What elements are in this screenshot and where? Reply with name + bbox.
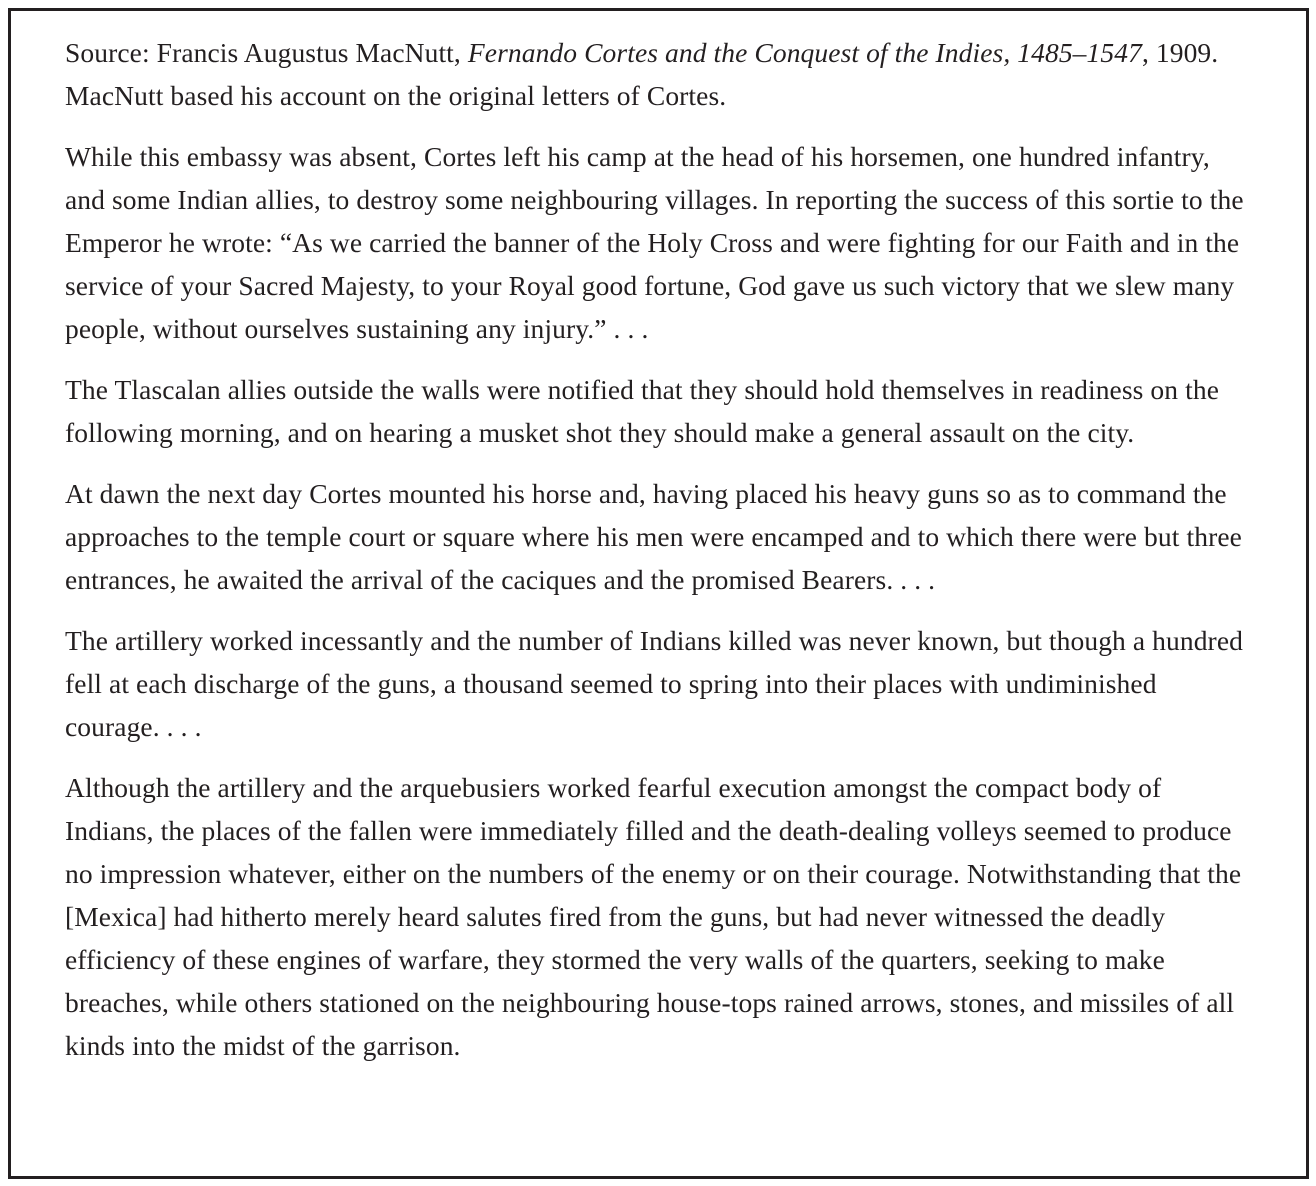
source-book-title: Fernando Cortes and the Conquest of the Indies, 1485–1547 <box>467 37 1142 68</box>
source-attribution-prefix: Source: Francis Augustus MacNutt, <box>65 37 468 68</box>
passage-paragraph: While this embassy was absent, Cortes left his camp at the head of his horsemen, one hundred infantry, and some Indian allies, to destroy some neighbouring villages. In reporting the success of this sortie to the Emperor he wrote: “As we carried the banner of the Holy Cross and were fighting for our Faith and in the service of your Sacred Majesty, to your Royal good fortune, God gave us such victory that we slew many people, without ourselves sustaining any injury.” . . . <box>65 141 1244 344</box>
passage-paragraph: Although the artillery and the arquebusiers worked fearful execution amongst the compact body of Indians, the places of the fallen were immediately filled and the death-dealing volleys seemed to produce no impression whatever, either on the numbers of the enemy or on their courage. Notwithstanding that the [Mexica] had hitherto merely heard salutes fired from the guns, but had never witnessed the deadly efficiency of these engines of warfare, they stormed the very walls of the quarters, seeking to make breaches, while others stationed on the neighbouring house-tops rained arrows, stones, and missiles of all kinds into the midst of the garrison. <box>65 772 1242 1061</box>
passage-paragraph: The Tlascalan allies outside the walls were notified that they should hold themselves in readiness on the following morning, and on hearing a musket shot they should make a general assault on the city. <box>65 374 1220 448</box>
source-attribution <box>65 31 1254 117</box>
passage-paragraph: At dawn the next day Cortes mounted his horse and, having placed his heavy guns so as to command the approaches to the temple court or square where his men were encamped and to which there were but three entrances, he awaited the arrival of the caciques and the promised Bearers. . . . <box>65 478 1242 595</box>
source-passage <box>65 31 1254 1067</box>
passage-paragraph: The artillery worked incessantly and the number of Indians killed was never known, but though a hundred fell at each discharge of the guns, a thousand seemed to spring into their places with undiminished courage. . . . <box>65 625 1243 742</box>
source-attribution-suffix: , 1909. MacNutt based his account on the original letters of Cortes. <box>65 37 1219 111</box>
document-border-frame <box>8 8 1309 1179</box>
